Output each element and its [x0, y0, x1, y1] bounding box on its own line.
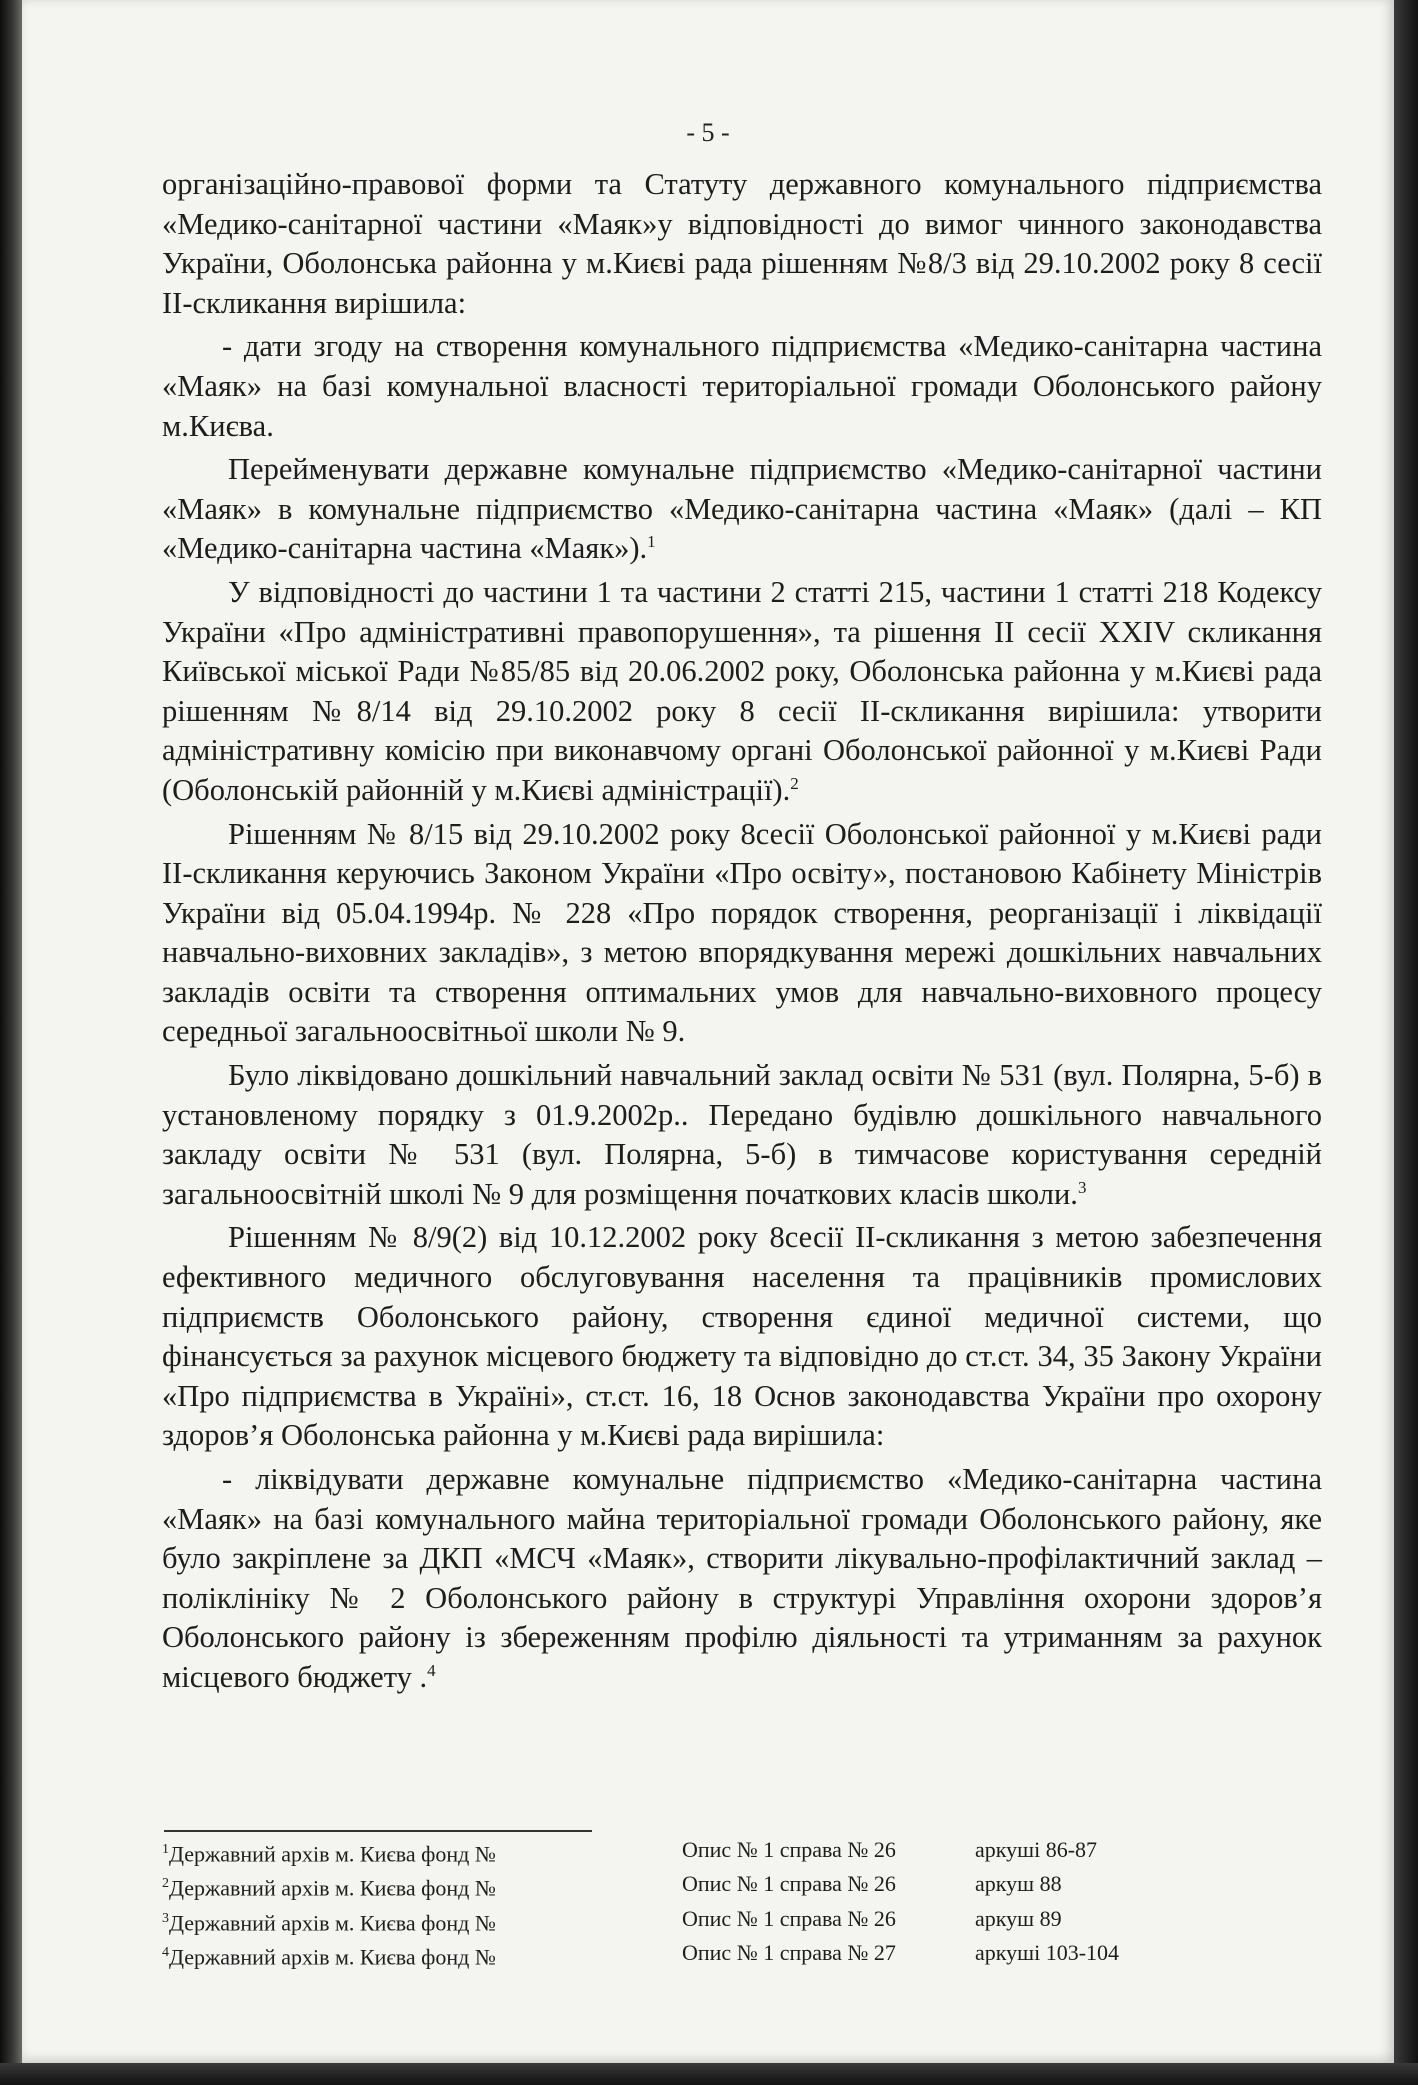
footnote-number: 4	[162, 1944, 169, 1960]
scan-left-edge	[0, 0, 22, 2085]
paragraph-bullet: - дати згоду на створення комунального підприємства «Медико-санітарна частина «Маяк» на базі комунальної власності територіальної громади Оболонського району м.Києва.	[162, 329, 1322, 443]
footnotes	[162, 1835, 1262, 1972]
footnote-mark: 3	[1077, 1177, 1087, 1197]
footnote-mark: 4	[427, 1660, 436, 1680]
footnote-opys: Опис № 1 справа № 26	[682, 1837, 896, 1862]
footnote-arkush: аркуш 88	[975, 1871, 1062, 1897]
footnote-row	[162, 1835, 1262, 1869]
footnote-opys: Опис № 1 справа № 26	[682, 1871, 896, 1897]
footnote-number: 3	[162, 1910, 169, 1926]
footnote-row	[162, 1904, 1262, 1938]
footnote-archive: Державний архів м. Києва фонд №	[169, 1909, 496, 1935]
footnote-archive: Державний архів м. Києва фонд №	[169, 1875, 496, 1901]
footnote-archive: Державний архів м. Києва фонд №	[169, 1944, 496, 1970]
scan-right-edge	[1394, 0, 1418, 2085]
paragraph-text: У відповідності до частини 1 та частини 2 статті 215, частини 1 статті 218 Кодексу України «Про адміністративні правопорушення», та рішення ІІ сесії XXIV скликання Київської міської Ради №85/85 від 20.06.2002 року, Оболонська районна у м.Києві рада рішенням №8/14 від 29.10.2002 року 8 сесії ІІ-скликання вирішила: утворити адміністративну комісію при виконавчому органі Оболонської районної у м.Києві Ради (Оболонській районній у м.Києві адміністрації).	[162, 574, 1322, 807]
paragraph: Рішенням № 8/9(2) від 10.12.2002 року 8сесії ІІ-скликання з метою забезпечення ефективного медичного обслуговування населення та працівників промислових підприємств Оболонського району, створення єдиної медичної системи, що фінансується за рахунок місцевого бюджету та відповідно до ст.ст. 34, 35 Закону України «Про підприємства в Україні», ст.ст. 16, 18 Основ законодавства України про охорону здоров’я Оболонська районна у м.Києві рада вирішила:	[162, 1220, 1322, 1453]
paragraph-text: - ліквідувати державне комунальне підприємство «Медико-санітарна частина «Маяк» на базі комунального майна територіальної громади Оболонського району, яке було закріплене за ДКП «МСЧ «Маяк», створити лікувально-профілактичний заклад – поліклініку № 2 Оболонського району в структурі Управління охорони здоров’я Оболонського району із збереженням профілю діяльності та утриманням за рахунок місцевого бюджету .	[162, 1462, 1322, 1694]
page-number: - 5 -	[686, 118, 730, 147]
paragraph	[162, 573, 1322, 811]
document-page	[22, 0, 1394, 2063]
footnote-row	[162, 1938, 1262, 1972]
footnote-opys: Опис № 1 справа № 27	[682, 1939, 896, 1965]
footnote-opys: Опис № 1 справа № 26	[682, 1905, 896, 1931]
paragraph-text: Перейменувати державне комунальне підприємство «Медико-санітарної частини «Маяк» в комунальне підприємство «Медико-санітарна частина «Маяк» (далі – КП «Медико-санітарна частина «Маяк»).	[162, 452, 1322, 566]
footnote-arkush: аркуші 103-104	[975, 1939, 1120, 1965]
footnote-number: 1	[162, 1842, 169, 1857]
paragraph: Рішенням № 8/15 від 29.10.2002 року 8сесії Оболонської районної у м.Києві ради ІІ-скликання керуючись Законом України «Про освіту», постановою Кабінету Міністрів України від 05.04.1994р. № 228 «Про порядок створення, реорганізації і ліквідації навчально-виховних закладів», з метою впорядкування мережі дошкільних навчальних закладів освіти та створення оптимальних умов для навчально-виховного процесу середньої загальноосвітньої школи № 9.	[162, 816, 1322, 1049]
footnote-row	[162, 1869, 1262, 1903]
footnote-arkush: аркуш 89	[975, 1905, 1062, 1931]
paragraph-text: Було ліквідовано дошкільний навчальний заклад освіти № 531 (вул. Полярна, 5-б) в установленому порядку з 01.9.2002р.. Передано будівлю дошкільного навчального закладу освіти № 531 (вул. Полярна, 5-б) в тимчасове користування середній загальноосвітній школі № 9 для розміщення початкових класів школи.	[162, 1058, 1322, 1211]
paragraph	[162, 450, 1322, 569]
paragraph-bullet	[162, 1460, 1322, 1698]
paragraph	[162, 1056, 1322, 1214]
footnote-archive: Державний архів м. Києва фонд №	[169, 1841, 496, 1867]
footnote-arkush: аркуші 86-87	[975, 1837, 1098, 1862]
footnote-number: 2	[162, 1876, 169, 1892]
footnote-mark: 2	[790, 773, 799, 793]
paragraph: організаційно-правової форми та Статуту державного комунального підприємства «Медико-санітарної частини «Маяк»у відповідності до вимог чинного законодавства України, Оболонська районна у м.Києві рада рішенням №8/3 від 29.10.2002 року 8 сесії ІІ-скликання вирішила:	[162, 167, 1322, 320]
scan-bottom-edge	[0, 2063, 1418, 2085]
footnote-mark: 1	[647, 532, 656, 552]
footnote-divider	[164, 1830, 592, 1832]
document-body	[162, 165, 1322, 1702]
